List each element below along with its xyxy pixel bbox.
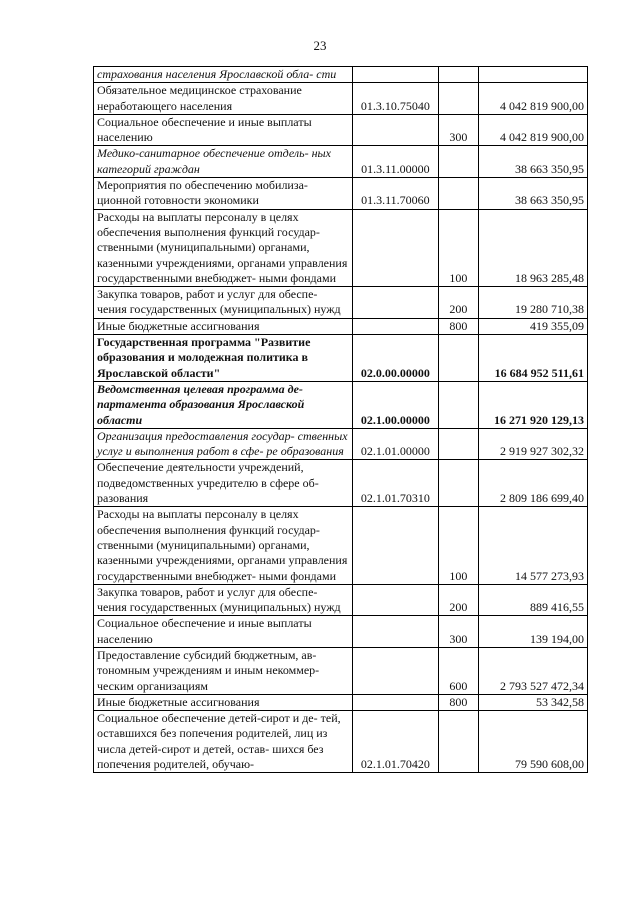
row-code-cell: [353, 67, 438, 83]
row-code-cell: [353, 647, 438, 694]
row-name-cell: Иные бюджетные ассигнования: [94, 318, 353, 334]
row-sum-cell: 16 684 952 511,61: [479, 335, 588, 382]
row-code-cell: [353, 584, 438, 616]
row-sum-cell: 2 809 186 699,40: [479, 460, 588, 507]
row-sum-cell: 53 342,58: [479, 694, 588, 710]
row-name-cell: страхования населения Ярославской обла- сти: [94, 67, 353, 83]
row-name-cell: Ведомственная целевая программа де- партамента образования Ярославской области: [94, 381, 353, 428]
table-row: [94, 647, 588, 694]
table-row: [94, 694, 588, 710]
row-type-cell: [438, 67, 479, 83]
row-code-cell: [353, 287, 438, 319]
row-name-cell: Медико-санитарное обеспечение отдель- ных категорий граждан: [94, 146, 353, 178]
table-row: [94, 287, 588, 319]
table-row: [94, 584, 588, 616]
row-name-cell: Социальное обеспечение и иные выплаты населению: [94, 114, 353, 146]
row-type-cell: 200: [438, 287, 479, 319]
table-row: [94, 83, 588, 115]
row-sum-cell: 38 663 350,95: [479, 178, 588, 210]
row-type-cell: [438, 711, 479, 773]
row-type-cell: 300: [438, 114, 479, 146]
table-row: [94, 318, 588, 334]
row-code-cell: 02.1.01.70310: [353, 460, 438, 507]
row-sum-cell: 4 042 819 900,00: [479, 83, 588, 115]
table-row: [94, 146, 588, 178]
row-type-cell: 800: [438, 694, 479, 710]
row-sum-cell: 419 355,09: [479, 318, 588, 334]
row-code-cell: 01.3.11.70060: [353, 178, 438, 210]
row-code-cell: 02.1.01.70420: [353, 711, 438, 773]
row-sum-cell: 16 271 920 129,13: [479, 381, 588, 428]
row-name-cell: Организация предоставления государ- ственных услуг и выполнения работ в сфе- ре образования: [94, 428, 353, 460]
row-sum-cell: 18 963 285,48: [479, 209, 588, 286]
row-name-cell: Социальное обеспечение и иные выплаты населению: [94, 616, 353, 648]
budget-table: [93, 66, 588, 773]
row-sum-cell: 2 793 527 472,34: [479, 647, 588, 694]
row-sum-cell: [479, 67, 588, 83]
row-sum-cell: 4 042 819 900,00: [479, 114, 588, 146]
row-type-cell: 100: [438, 209, 479, 286]
row-type-cell: [438, 460, 479, 507]
row-sum-cell: 19 280 710,38: [479, 287, 588, 319]
row-name-cell: Предоставление субсидий бюджетным, ав- тономным учреждениям и иным некоммер- ческим организациям: [94, 647, 353, 694]
budget-table-body: [94, 67, 588, 773]
row-code-cell: [353, 507, 438, 584]
row-sum-cell: 79 590 608,00: [479, 711, 588, 773]
table-row: [94, 381, 588, 428]
table-row: [94, 209, 588, 286]
table-row: [94, 178, 588, 210]
row-code-cell: 02.1.00.00000: [353, 381, 438, 428]
table-row: [94, 428, 588, 460]
row-sum-cell: 38 663 350,95: [479, 146, 588, 178]
row-sum-cell: 889 416,55: [479, 584, 588, 616]
row-code-cell: [353, 114, 438, 146]
row-name-cell: Закупка товаров, работ и услуг для обеспе- чения государственных (муниципальных) нужд: [94, 584, 353, 616]
row-sum-cell: 14 577 273,93: [479, 507, 588, 584]
row-sum-cell: 2 919 927 302,32: [479, 428, 588, 460]
row-type-cell: 100: [438, 507, 479, 584]
page-number: 23: [313, 38, 327, 53]
row-code-cell: [353, 616, 438, 648]
row-code-cell: [353, 209, 438, 286]
table-row: [94, 460, 588, 507]
row-type-cell: [438, 335, 479, 382]
table-row: [94, 67, 588, 83]
row-code-cell: [353, 318, 438, 334]
table-row: [94, 335, 588, 382]
row-type-cell: 300: [438, 616, 479, 648]
row-name-cell: Иные бюджетные ассигнования: [94, 694, 353, 710]
row-type-cell: [438, 428, 479, 460]
row-sum-cell: 139 194,00: [479, 616, 588, 648]
row-type-cell: [438, 146, 479, 178]
table-row: [94, 711, 588, 773]
row-name-cell: Расходы на выплаты персоналу в целях обеспечения выполнения функций госудаp- ственными (муниципальными) органами, казенными учреждениями, органами управления государственными внебюджет- ными фондами: [94, 507, 353, 584]
row-code-cell: 02.0.00.00000: [353, 335, 438, 382]
row-code-cell: [353, 694, 438, 710]
row-name-cell: Социальное обеспечение детей-сирот и де- тей, оставшихся без попечения родителей, лиц из числа детей-сирот и детей, остав- шихся без попечения родителей, обучаю-: [94, 711, 353, 773]
row-name-cell: Расходы на выплаты персоналу в целях обеспечения выполнения функций госудаp- ственными (муниципальными) органами, казенными учреждениями, органами управления государственными внебюджет- ными фондами: [94, 209, 353, 286]
row-name-cell: Закупка товаров, работ и услуг для обеспе- чения государственных (муниципальных) нужд: [94, 287, 353, 319]
row-type-cell: 200: [438, 584, 479, 616]
row-code-cell: 01.3.11.00000: [353, 146, 438, 178]
row-type-cell: 600: [438, 647, 479, 694]
row-type-cell: 800: [438, 318, 479, 334]
row-type-cell: [438, 83, 479, 115]
row-type-cell: [438, 178, 479, 210]
row-code-cell: 01.3.10.75040: [353, 83, 438, 115]
table-row: [94, 507, 588, 584]
row-name-cell: Обязательное медицинское страхование неработающего населения: [94, 83, 353, 115]
row-code-cell: 02.1.01.00000: [353, 428, 438, 460]
table-row: [94, 114, 588, 146]
row-name-cell: Государственная программа "Развитие образования и молодежная политика в Ярославской области": [94, 335, 353, 382]
table-row: [94, 616, 588, 648]
row-name-cell: Обеспечение деятельности учреждений, подведомственных учредителю в сфере об- разования: [94, 460, 353, 507]
row-type-cell: [438, 381, 479, 428]
row-name-cell: Мероприятия по обеспечению мобилиза- ционной готовности экономики: [94, 178, 353, 210]
